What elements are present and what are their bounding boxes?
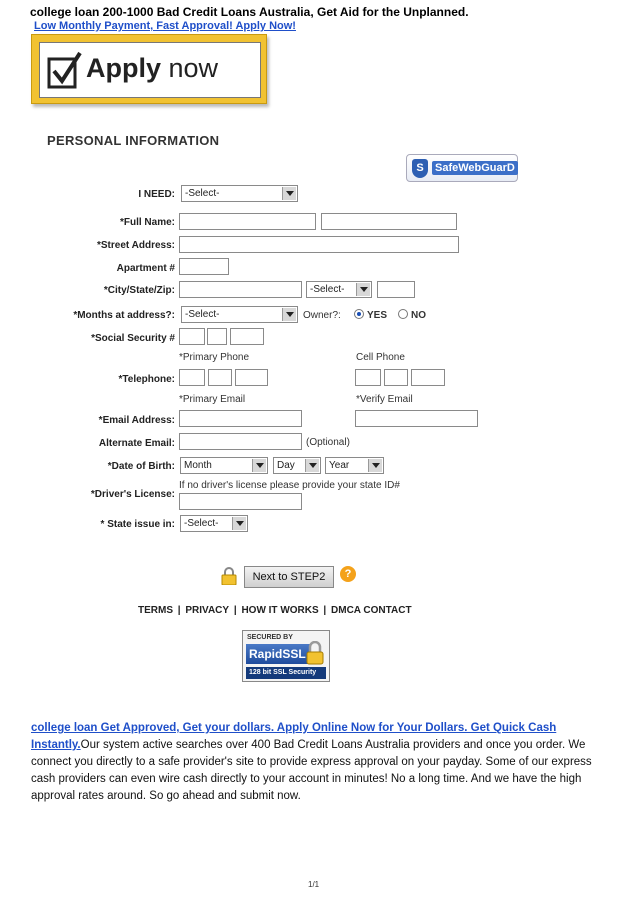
state-issue-label: * State issue in: [100, 519, 175, 530]
alt-email-input[interactable] [179, 433, 302, 450]
city-input[interactable] [179, 281, 302, 298]
verify-email-input[interactable] [355, 410, 478, 427]
street-label: *Street Address: [97, 240, 175, 251]
state-select[interactable]: -Select- [306, 281, 372, 298]
ssn-part1-input[interactable] [179, 328, 205, 345]
first-name-input[interactable] [179, 213, 316, 230]
ssn-part3-input[interactable] [230, 328, 264, 345]
primary-email-label: *Primary Email [179, 394, 246, 405]
dob-month-select[interactable]: Month [180, 457, 268, 474]
rapidssl-badge [242, 630, 330, 682]
months-select[interactable]: -Select- [181, 306, 298, 323]
body-paragraph [31, 720, 603, 805]
chevron-down-icon [282, 308, 296, 321]
chevron-down-icon [232, 517, 246, 530]
dmca-contact-link[interactable]: DMCA CONTACT [331, 605, 412, 616]
optional-note: (Optional) [306, 437, 350, 448]
apply-now-text: Apply now [86, 53, 219, 83]
help-icon[interactable]: ? [340, 566, 356, 582]
ssn-label: *Social Security # [91, 333, 175, 344]
dob-day-select[interactable]: Day [273, 457, 321, 474]
ssl-strength: 128 bit SSL Security [246, 667, 326, 679]
chevron-down-icon [305, 459, 319, 472]
city-label: *City/State/Zip: [103, 285, 175, 296]
apply-now-link[interactable]: Low Monthly Payment, Fast Approval! Apply Now! [34, 20, 296, 32]
owner-no-radio[interactable] [398, 309, 408, 319]
apartment-label: Apartment # [116, 263, 175, 274]
dob-year-select[interactable]: Year [325, 457, 384, 474]
how-it-works-link[interactable]: HOW IT WORKS [241, 605, 319, 616]
alt-email-label: Alternate Email: [98, 438, 175, 449]
zip-input[interactable] [377, 281, 415, 298]
footer-links: TERMS | PRIVACY | HOW IT WORKS | DMCA CONTACT [138, 605, 412, 616]
need-select[interactable]: -Select- [181, 185, 298, 202]
months-label: *Months at address?: [73, 310, 175, 321]
primary-email-input[interactable] [179, 410, 302, 427]
primary-phone-prefix-input[interactable] [208, 369, 232, 386]
ssn-part2-input[interactable] [207, 328, 227, 345]
padlock-icon [305, 641, 325, 665]
apartment-input[interactable] [179, 258, 229, 275]
chevron-down-icon [252, 459, 266, 472]
state-issue-select[interactable]: -Select- [180, 515, 248, 532]
email-label: *Email Address: [98, 415, 175, 426]
dob-label: *Date of Birth: [107, 461, 175, 472]
checkbox-icon [46, 49, 84, 91]
owner-yes-label: YES [367, 310, 388, 321]
license-label: *Driver's License: [90, 489, 175, 500]
section-title: PERSONAL INFORMATION [47, 133, 220, 148]
safewebguard-badge [406, 154, 518, 182]
license-note: If no driver's license please provide your state ID# [179, 480, 400, 491]
badge-label: SafeWebGuarD [432, 161, 518, 175]
cell-phone-prefix-input[interactable] [384, 369, 408, 386]
last-name-input[interactable] [321, 213, 457, 230]
full-name-label: *Full Name: [119, 217, 175, 228]
chevron-down-icon [356, 283, 370, 296]
ssl-brand: RapidSSL [246, 644, 310, 664]
primary-phone-line-input[interactable] [235, 369, 268, 386]
lock-icon [221, 567, 237, 585]
primary-phone-label: *Primary Phone [179, 352, 250, 363]
ssl-secured-by: SECURED BY [247, 634, 293, 641]
page-title: college loan 200-1000 Bad Credit Loans Australia, Get Aid for the Unplanned. [30, 5, 469, 19]
license-input[interactable] [179, 493, 302, 510]
chevron-down-icon [282, 187, 296, 200]
chevron-down-icon [368, 459, 382, 472]
apply-now-banner[interactable] [31, 34, 267, 104]
apply-now-inner [39, 42, 261, 98]
telephone-label: *Telephone: [118, 374, 175, 385]
owner-no-label: NO [411, 310, 426, 321]
shield-icon: S [412, 159, 428, 178]
verify-email-label: *Verify Email [356, 394, 413, 405]
street-input[interactable] [179, 236, 459, 253]
cell-phone-label: Cell Phone [356, 352, 405, 363]
owner-yes-radio[interactable] [354, 309, 364, 319]
terms-link[interactable]: TERMS [138, 605, 173, 616]
need-label: I NEED: [138, 189, 175, 200]
privacy-link[interactable]: PRIVACY [185, 605, 230, 616]
primary-phone-area-input[interactable] [179, 369, 205, 386]
cell-phone-line-input[interactable] [411, 369, 445, 386]
body-link[interactable]: college loan Get Approved, Get your dollars. Apply Online Now for Your Dollars. Get Quick Cash Instantly. [31, 722, 557, 751]
next-step-button[interactable]: Next to STEP2 [244, 566, 334, 588]
page-number: 1/1 [308, 880, 320, 889]
body-text: Our system active searches over 400 Bad Credit Loans Australia providers and once you order. We connect you directly to a safe provider's site to provide express approval on your payday. Some of our express cash providers can even wire cash directly to your account in minutes! No a long time. And we have the high approval rates around. So go ahead and submit now. [31, 739, 592, 802]
owner-label: Owner?: [303, 310, 341, 321]
cell-phone-area-input[interactable] [355, 369, 381, 386]
